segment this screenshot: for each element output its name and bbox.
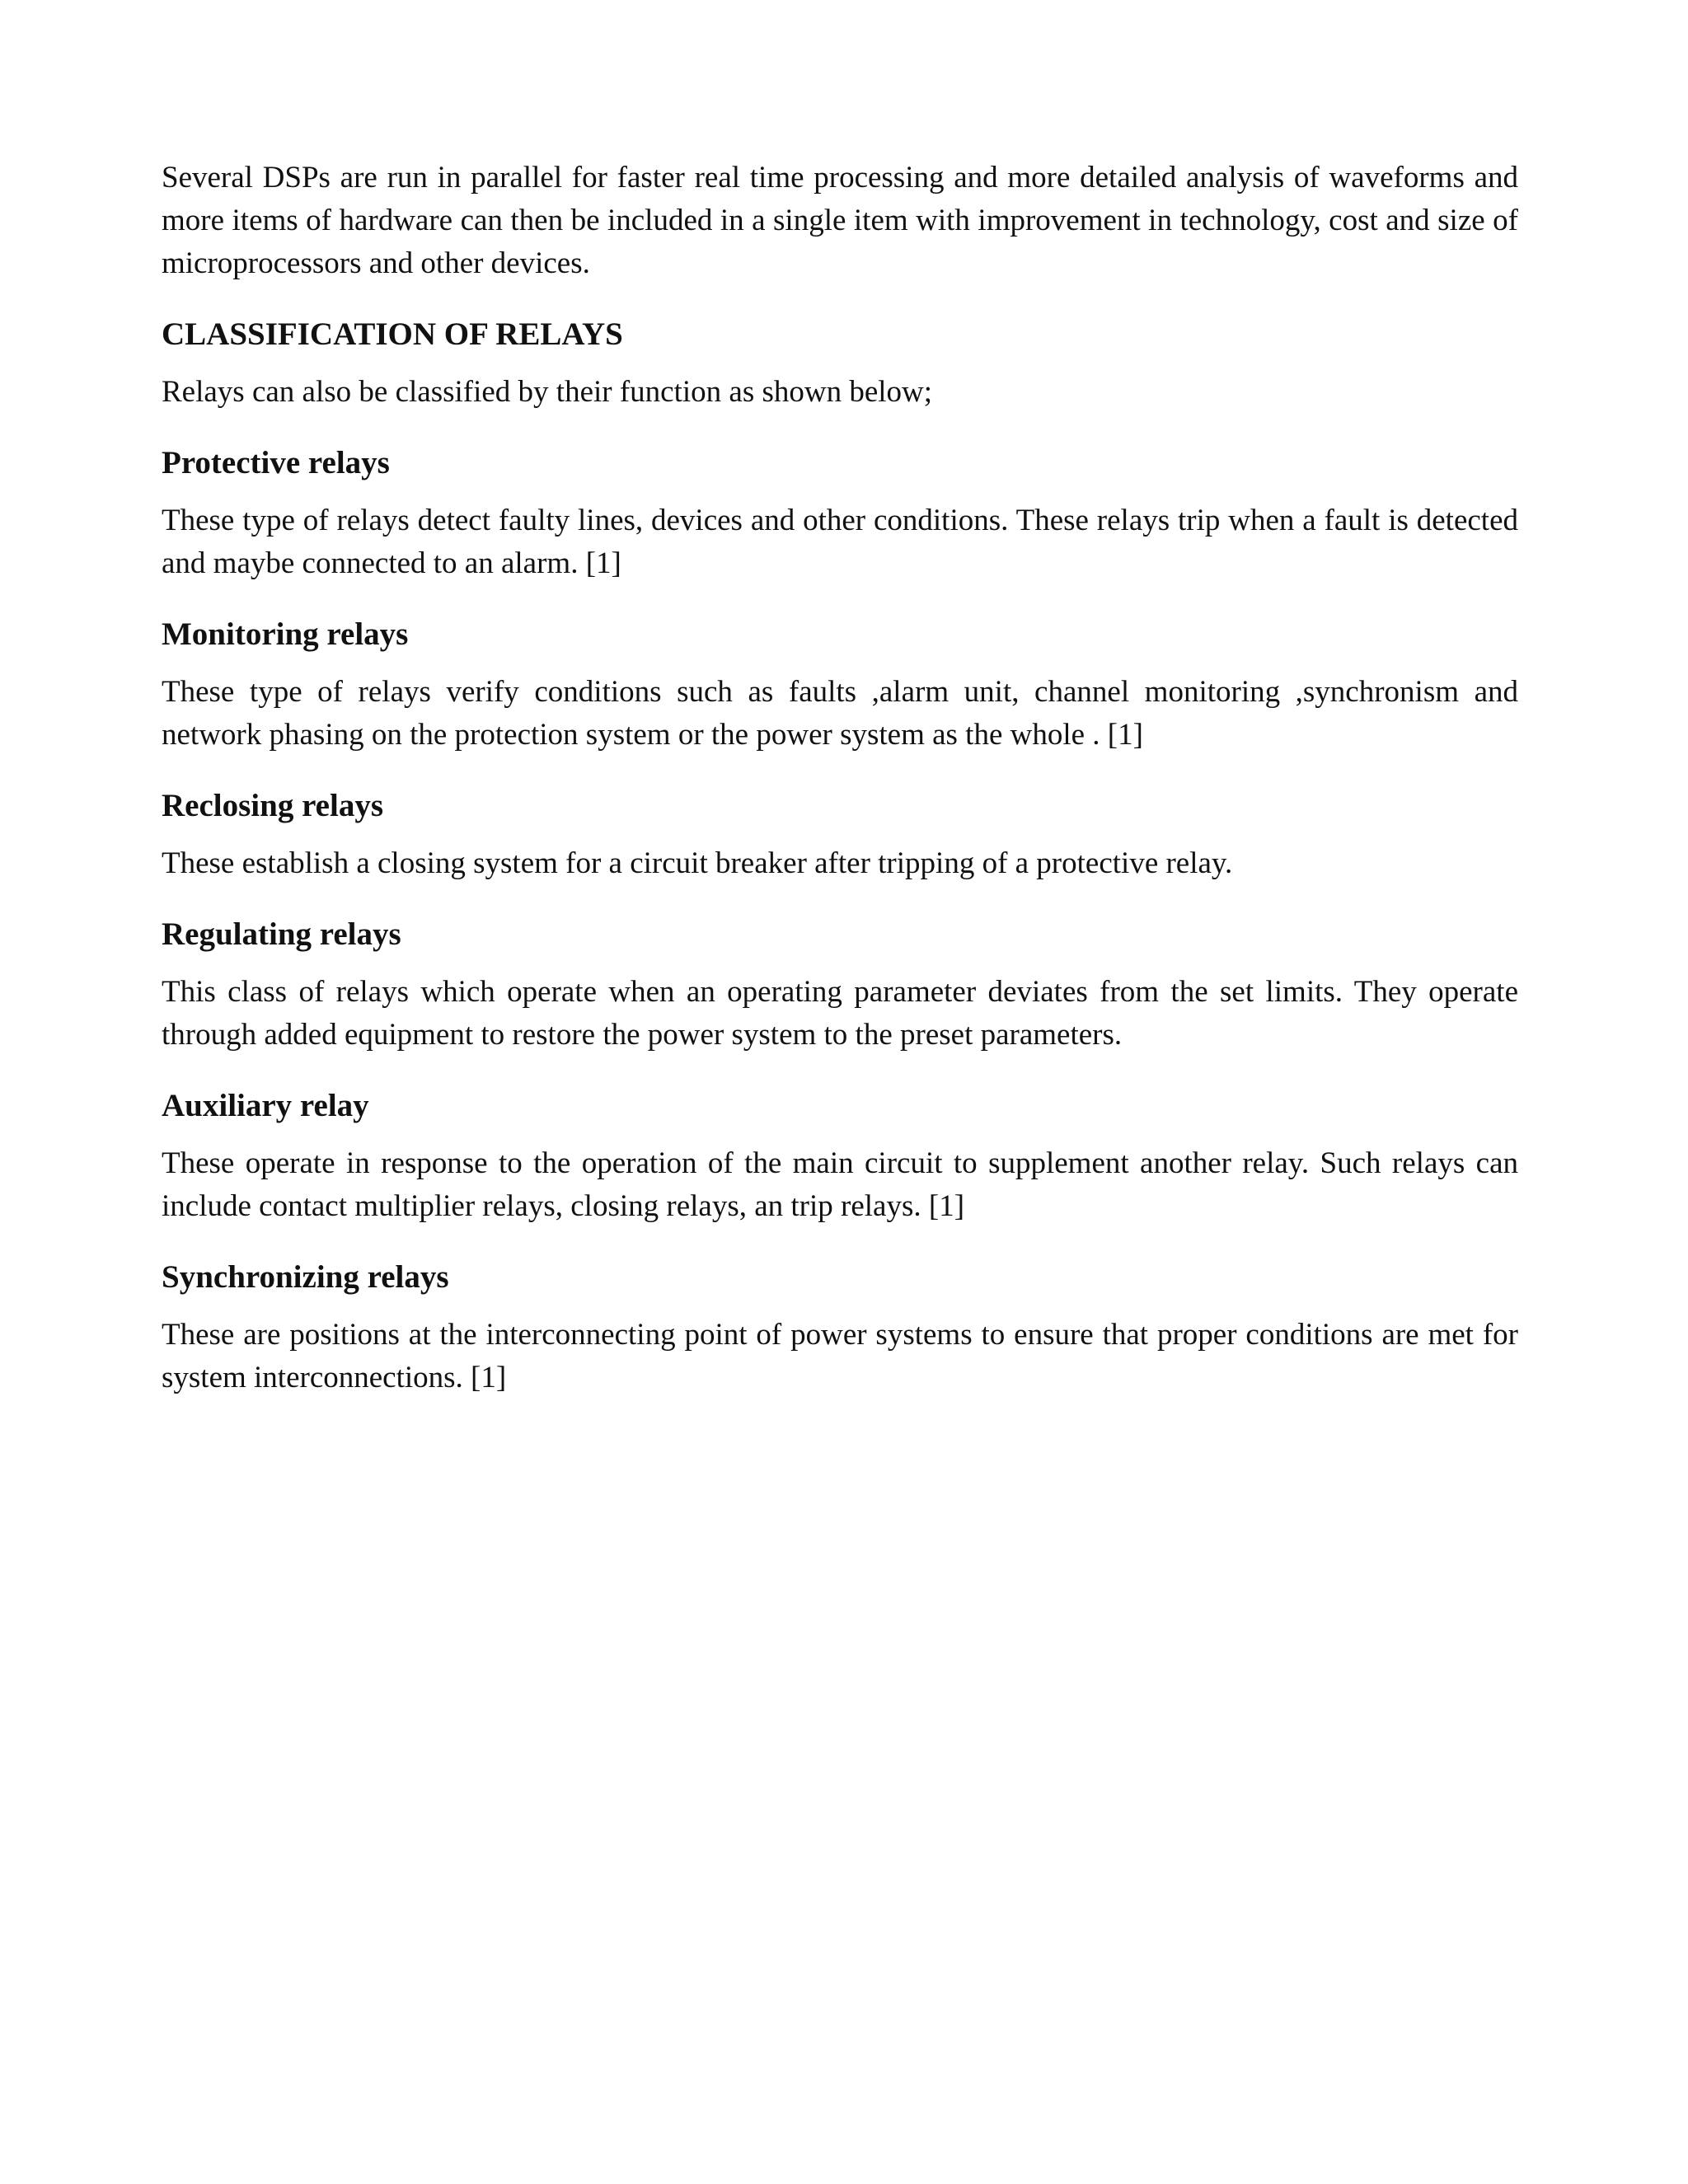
section-body: These type of relays detect faulty lines, devices and other conditions. These relays trip when a fault is detected and maybe connected to an alarm. [1] <box>162 504 1518 580</box>
section-regulating-relays <box>162 913 1518 1057</box>
classification-lead-paragraph: Relays can also be classified by their function as shown below; <box>162 375 933 409</box>
section-body: These operate in response to the operation of the main circuit to supplement another relay. Such relays can include contact multiplier relays, closing relays, an trip relays. [1] <box>162 1146 1518 1223</box>
section-body: This class of relays which operate when an operating parameter deviates from the set limits. They operate through added equipment to restore the power system to the preset parameters. <box>162 975 1518 1052</box>
document-page <box>162 157 1518 1427</box>
classification-heading: CLASSIFICATION OF RELAYS <box>162 316 623 352</box>
section-heading: Protective relays <box>162 445 390 480</box>
section-heading: Reclosing relays <box>162 788 384 823</box>
section-body: These are positions at the interconnecting point of power systems to ensure that proper conditions are met for system interconnections. [1] <box>162 1318 1518 1394</box>
section-heading: Auxiliary relay <box>162 1088 369 1123</box>
section-protective-relays <box>162 442 1518 585</box>
section-reclosing-relays <box>162 785 1518 885</box>
section-body: These establish a closing system for a circuit breaker after tripping of a protective relay. <box>162 846 1233 880</box>
section-monitoring-relays <box>162 613 1518 757</box>
section-heading: Monitoring relays <box>162 616 409 652</box>
section-body: These type of relays verify conditions such as faults ,alarm unit, channel monitoring ,synchronism and network phasing on the protection system or the power system as the whole . [1] <box>162 675 1518 752</box>
section-auxiliary-relay <box>162 1085 1518 1228</box>
section-heading: Regulating relays <box>162 916 401 952</box>
section-synchronizing-relays <box>162 1256 1518 1399</box>
intro-paragraph: Several DSPs are run in parallel for faster real time processing and more detailed analysis of waveforms and more items of hardware can then be included in a single item with improvement in technology, cost and size of microprocessors and other devices. <box>162 161 1518 280</box>
section-heading: Synchronizing relays <box>162 1259 449 1295</box>
